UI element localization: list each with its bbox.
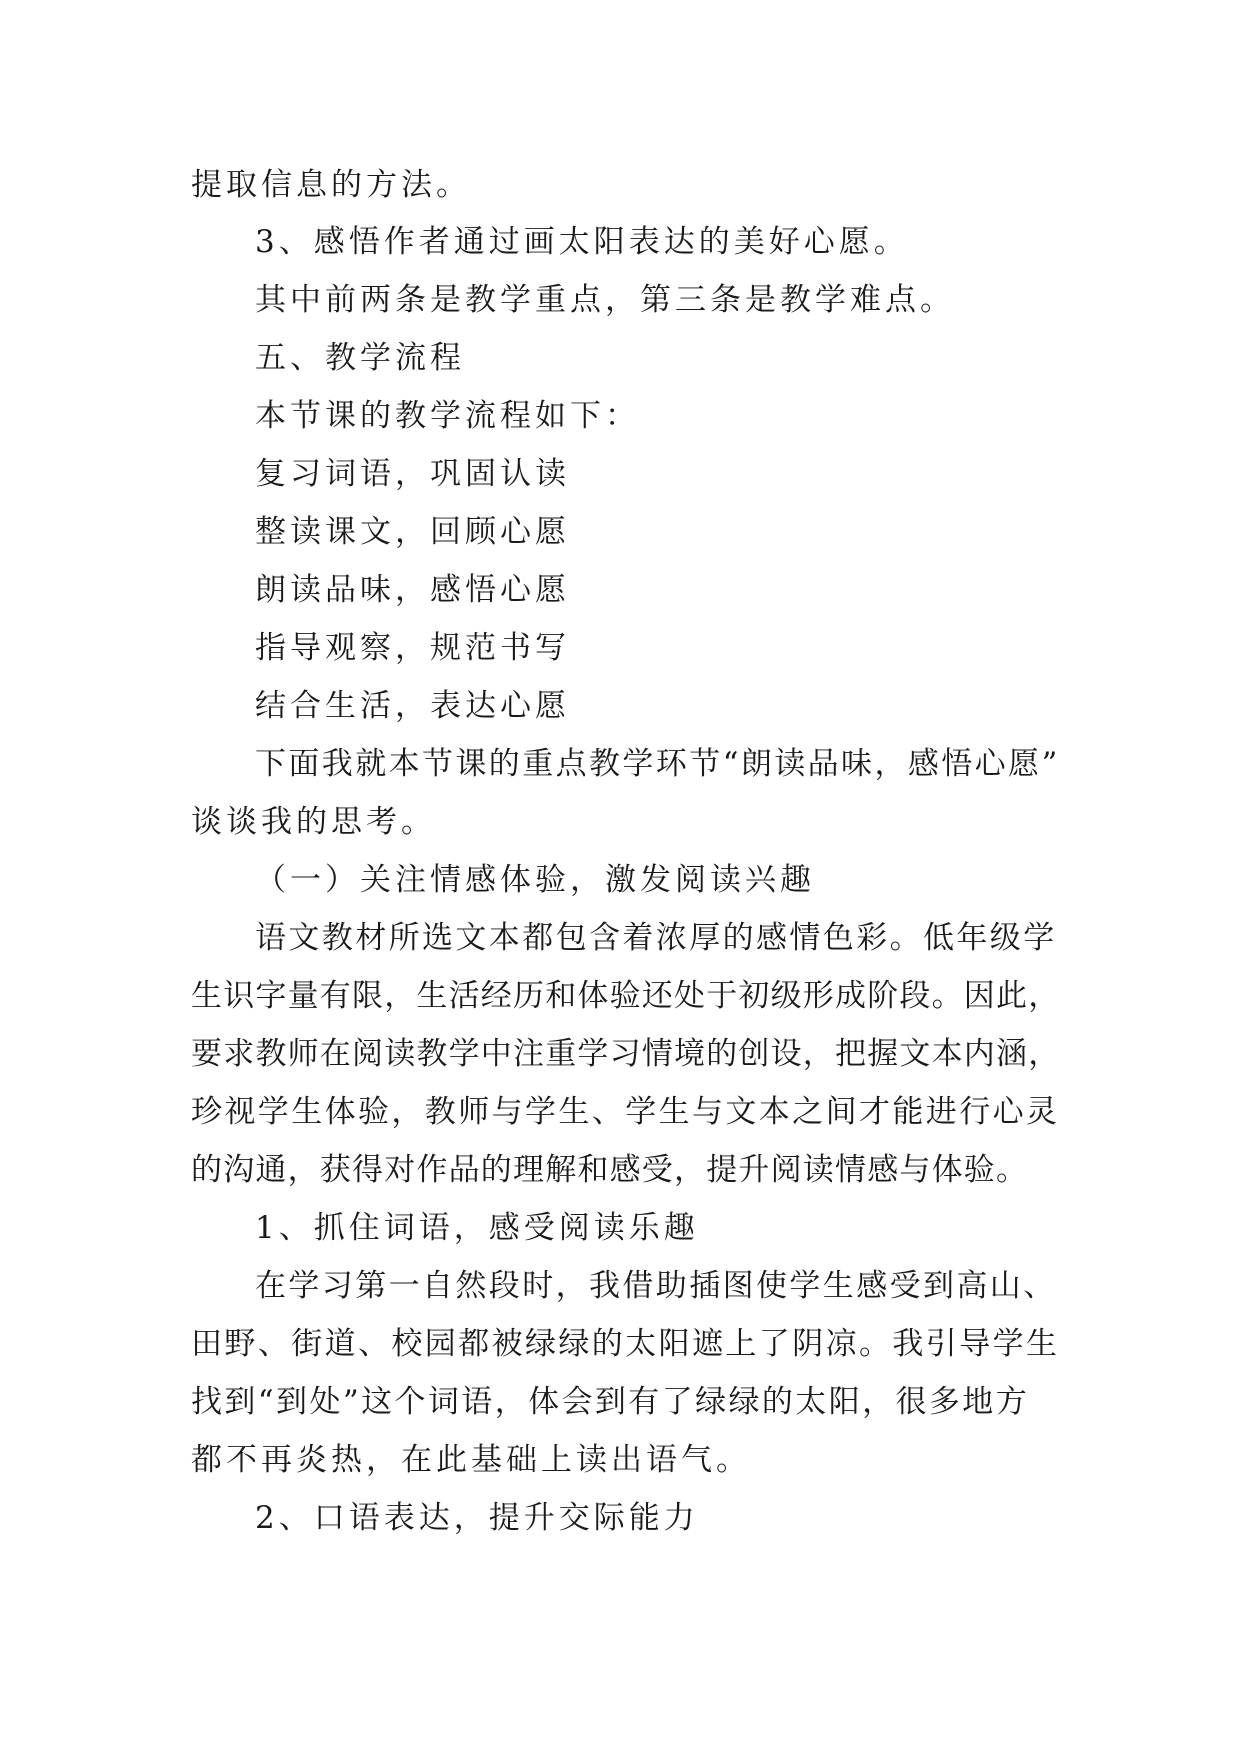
text-line: 要求教师在阅读教学中注重学习情境的创设，把握文本内涵， bbox=[191, 1036, 1061, 1072]
text-line: 3、感悟作者通过画太阳表达的美好心愿。 bbox=[255, 224, 909, 260]
text-line: 找到“到处”这个词语，体会到有了绿绿的太阳，很多地方 bbox=[191, 1384, 1030, 1420]
subsection-heading: 1、抓住词语，感受阅读乐趣 bbox=[255, 1210, 699, 1246]
subsection-heading: 2、口语表达，提升交际能力 bbox=[255, 1500, 699, 1536]
text-line: 其中前两条是教学重点，第三条是教学难点。 bbox=[255, 282, 955, 318]
text-line: 的沟通，获得对作品的理解和感受，提升阅读情感与体验。 bbox=[191, 1152, 1029, 1188]
text-line: 生识字量有限，生活经历和体验还处于初级形成阶段。因此， bbox=[191, 978, 1061, 1014]
text-line: 谈谈我的思考。 bbox=[191, 804, 436, 840]
section-heading: 五、教学流程 bbox=[255, 340, 465, 376]
subsection-heading: （一）关注情感体验，激发阅读兴趣 bbox=[255, 862, 815, 898]
list-item: 朗读品味，感悟心愿 bbox=[255, 572, 570, 608]
text-line: 在学习第一自然段时，我借助插图使学生感受到高山、 bbox=[255, 1268, 1057, 1304]
list-item: 结合生活，表达心愿 bbox=[255, 688, 570, 724]
text-line: 语文教材所选文本都包含着浓厚的感情色彩。低年级学 bbox=[255, 920, 1057, 956]
list-item: 复习词语，巩固认读 bbox=[255, 456, 570, 492]
text-line: 珍视学生体验，教师与学生、学生与文本之间才能进行心灵 bbox=[191, 1094, 1060, 1130]
text-line: 都不再炎热，在此基础上读出语气。 bbox=[191, 1442, 751, 1478]
text-line: 下面我就本节课的重点教学环节“朗读品味，感悟心愿” bbox=[255, 746, 1060, 782]
list-item: 整读课文，回顾心愿 bbox=[255, 514, 570, 550]
text-line: 田野、街道、校园都被绿绿的太阳遮上了阴凉。我引导学生 bbox=[191, 1326, 1060, 1362]
text-line: 本节课的教学流程如下： bbox=[255, 398, 640, 434]
text-line: 提取信息的方法。 bbox=[191, 167, 471, 203]
list-item: 指导观察，规范书写 bbox=[255, 630, 570, 666]
